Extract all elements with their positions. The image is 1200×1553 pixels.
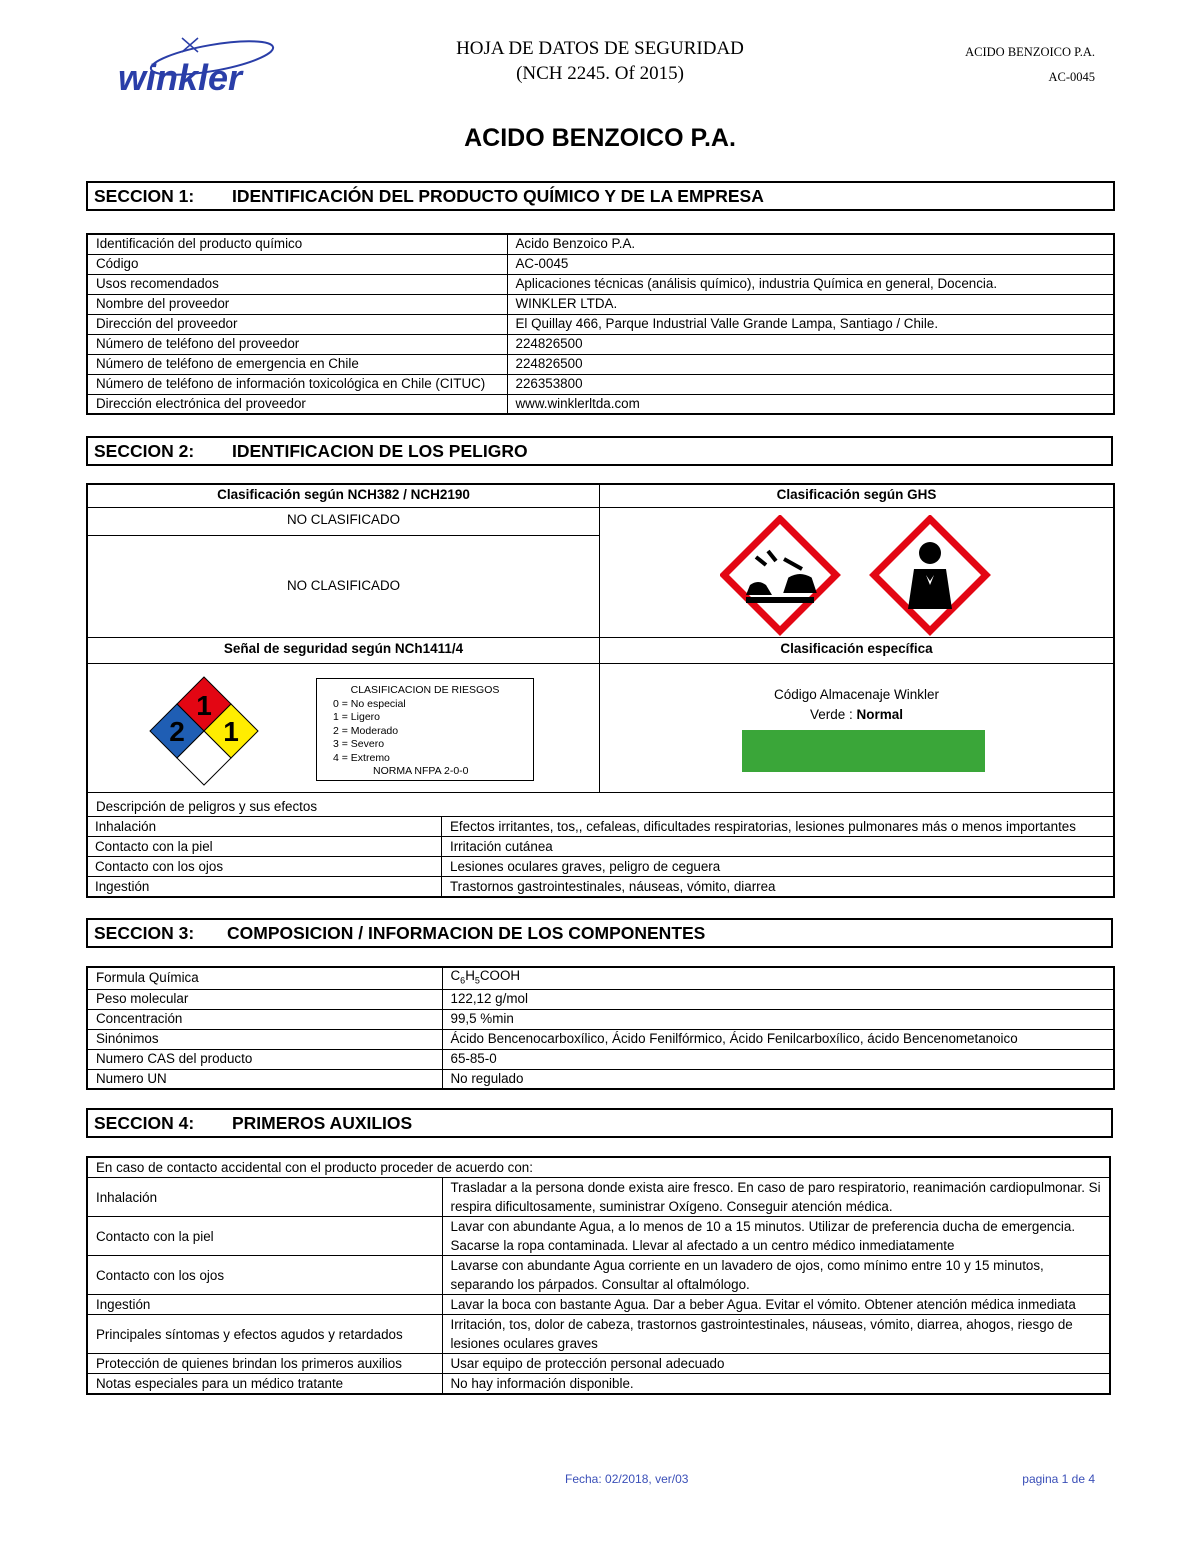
row-label: Contacto con los ojos	[87, 857, 442, 877]
row-value: WINKLER LTDA.	[507, 294, 1114, 314]
row-value: 99,5 %min	[442, 1009, 1114, 1029]
effects-header: Descripción de peligros y sus efectos	[96, 799, 318, 814]
row-value: Acido Benzoico P.A.	[507, 234, 1114, 254]
row-value: Ácido Bencenocarboxílico, Ácido Fenilfórmico, Ácido Fenilcarboxílico, ácido Bencenometanoico	[442, 1029, 1114, 1049]
row-label: Principales síntomas y efectos agudos y retardados	[87, 1315, 442, 1354]
table-row	[87, 1354, 1110, 1374]
table-row	[87, 989, 1114, 1009]
row-value: Lavar la boca con bastante Agua. Dar a beber Agua. Evitar el vómito. Obtener atención médica inmediata	[442, 1295, 1110, 1315]
section4-intro: En caso de contacto accidental con el producto proceder de acuerdo con:	[87, 1157, 1110, 1178]
section1-title: IDENTIFICACIÓN DEL PRODUCTO QUÍMICO Y DE LA EMPRESA	[232, 186, 764, 206]
section1-number: SECCION 1:	[94, 186, 195, 206]
risk-item: 1 = Ligero	[333, 711, 380, 723]
title-line2: (NCH 2245. Of 2015)	[516, 63, 684, 84]
row-label: Ingestión	[87, 1295, 442, 1315]
row-value: El Quillay 466, Parque Industrial Valle Grande Lampa, Santiago / Chile.	[507, 314, 1114, 334]
row-label: Inhalación	[87, 1178, 442, 1217]
table-row	[87, 1069, 1114, 1089]
row-value: Irritación, tos, dolor de cabeza, trastornos gastrointestinales, náuseas, vómito, diarrea, ahogos, riesgo de lesiones oculares graves	[442, 1315, 1110, 1354]
section2-bar	[86, 436, 1113, 466]
table-row	[87, 877, 1115, 897]
row-label: Contacto con los ojos	[87, 1256, 442, 1295]
row-value: 224826500	[507, 354, 1114, 374]
ghs-header: Clasificación según GHS	[776, 487, 937, 502]
risk-item: 4 = Extremo	[333, 751, 390, 764]
table-row	[87, 354, 1114, 374]
table-row	[87, 314, 1114, 334]
table-row	[87, 254, 1114, 274]
table-row	[87, 1009, 1114, 1029]
table-row	[87, 334, 1114, 354]
row-value: 65-85-0	[442, 1049, 1114, 1069]
nfpa-diamond	[148, 675, 260, 787]
document-title	[380, 36, 820, 86]
table-row	[87, 1029, 1114, 1049]
row-label: Protección de quienes brindan los primeros auxilios	[87, 1354, 442, 1374]
risk-norma: NORMA NFPA 2-0-0	[373, 765, 469, 777]
row-label: Ingestión	[87, 877, 442, 897]
risk-legend-title: CLASIFICACION DE RIESGOS	[350, 684, 500, 696]
row-label: Contacto con la piel	[87, 1217, 442, 1256]
table-row	[87, 294, 1114, 314]
nch-value1: NO CLASIFICADO	[286, 512, 401, 527]
chemical-formula: $C_6H_5COOH$	[442, 967, 1114, 989]
ghs-pictograms	[720, 515, 1010, 639]
header-product-info	[965, 40, 1095, 90]
specific-header: Clasificación específica	[780, 641, 933, 656]
section4-title: PRIMEROS AUXILIOS	[232, 1113, 413, 1133]
storage-info	[600, 685, 1113, 725]
row-value: Usar equipo de protección personal adecuado	[442, 1354, 1110, 1374]
row-value: 122,12 g/mol	[442, 989, 1114, 1009]
section2-title: IDENTIFICACION DE LOS PELIGRO	[232, 441, 528, 461]
table-row	[87, 967, 1114, 989]
title-line1: HOJA DE DATOS DE SEGURIDAD	[456, 38, 744, 59]
table-row	[87, 394, 1114, 414]
row-value: 224826500	[507, 334, 1114, 354]
row-label: Código	[87, 254, 507, 274]
section4-number: SECCION 4:	[94, 1113, 195, 1133]
storage-label: Código Almacenaje Winkler	[773, 687, 940, 702]
risk-item: 0 = No especial	[333, 697, 406, 710]
nch-header: Clasificación según NCH382 / NCH2190	[217, 487, 470, 502]
risk-item: 3 = Severo	[333, 738, 385, 750]
winkler-logo	[112, 30, 287, 102]
row-value: Lavarse con abundante Agua corriente en un lavadero de ojos, como mínimo entre 10 y 15 minutos, separando los párpados. Consultar al oftalmólogo.	[442, 1256, 1110, 1295]
row-label: Número de teléfono de información toxicológica en Chile (CITUC)	[87, 374, 507, 394]
section2-number: SECCION 2:	[94, 441, 195, 461]
table-row	[87, 1217, 1110, 1256]
table-row	[87, 1295, 1110, 1315]
table-row	[87, 1049, 1114, 1069]
row-label: Identificación del producto químico	[87, 234, 507, 254]
section3-number: SECCION 3:	[94, 923, 195, 943]
section2-box	[86, 483, 1115, 898]
row-value: www.winklerltda.com	[507, 394, 1114, 414]
table-row	[87, 1256, 1110, 1295]
row-label: Número de teléfono del proveedor	[87, 334, 507, 354]
row-label: Notas especiales para un médico tratante	[87, 1374, 442, 1395]
main-title: ACIDO BENZOICO P.A.	[464, 124, 736, 152]
table-row	[87, 274, 1114, 294]
table-row	[87, 1157, 1110, 1178]
table-row	[87, 1315, 1110, 1354]
storage-color-swatch	[742, 730, 985, 772]
row-label: Inhalación	[87, 817, 442, 837]
row-label: Concentración	[87, 1009, 442, 1029]
storage-prefix: Verde :	[809, 707, 857, 722]
row-label: Número de teléfono de emergencia en Chile	[87, 354, 507, 374]
row-label: Peso molecular	[87, 989, 442, 1009]
footer-page: pagina 1 de 4	[1022, 1472, 1095, 1486]
row-label: Numero CAS del producto	[87, 1049, 442, 1069]
footer-date: Fecha: 02/2018, ver/03	[565, 1472, 689, 1486]
table-row	[87, 837, 1115, 857]
risk-legend	[316, 678, 534, 781]
section1-table	[86, 233, 1115, 415]
logo-text: winkler	[118, 57, 243, 98]
row-value: 226353800	[507, 374, 1114, 394]
header-product: ACIDO BENZOICO P.A.	[965, 45, 1095, 59]
table-row	[87, 857, 1115, 877]
row-label: Dirección del proveedor	[87, 314, 507, 334]
row-label: Numero UN	[87, 1069, 442, 1089]
row-value: Lavar con abundante Agua, a lo menos de 10 a 15 minutos. Utilizar de preferencia ducha de emergencia. Sacarse la ropa contaminada. Llevar al afectado a un centro médico inmediatamente	[442, 1217, 1110, 1256]
row-value: Trastornos gastrointestinales, náuseas, vómito, diarrea	[442, 877, 1115, 897]
row-value: Lesiones oculares graves, peligro de ceguera	[442, 857, 1115, 877]
row-value: AC-0045	[507, 254, 1114, 274]
nch-value2: NO CLASIFICADO	[286, 578, 401, 593]
risk-item: 2 = Moderado	[333, 724, 399, 737]
table-row	[87, 1178, 1110, 1217]
row-label: Nombre del proveedor	[87, 294, 507, 314]
section3-table	[86, 966, 1115, 1090]
section4-table	[86, 1156, 1111, 1395]
section3-bar	[86, 918, 1113, 948]
health-hazard-icon	[874, 519, 986, 631]
signal-header: Señal de seguridad según NCh1411/4	[223, 641, 464, 656]
table-row	[87, 1374, 1110, 1395]
section3-title: COMPOSICION / INFORMACION DE LOS COMPONENTES	[227, 923, 706, 943]
row-label: Contacto con la piel	[87, 837, 442, 857]
row-value: No regulado	[442, 1069, 1114, 1089]
nfpa-flammability: 1	[196, 690, 212, 721]
storage-value: Normal	[856, 707, 904, 722]
row-label: Usos recomendados	[87, 274, 507, 294]
table-row	[87, 817, 1115, 837]
section1-bar	[86, 181, 1115, 211]
storage-line	[600, 705, 1113, 725]
nfpa-health: 2	[169, 716, 185, 747]
row-label: Formula Química	[87, 967, 442, 989]
table-row	[87, 374, 1114, 394]
row-value: Aplicaciones técnicas (análisis químico), industria Química en general, Docencia.	[507, 274, 1114, 294]
row-label: Sinónimos	[87, 1029, 442, 1049]
row-label: Dirección electrónica del proveedor	[87, 394, 507, 414]
corrosion-icon	[724, 519, 836, 631]
row-value: Efectos irritantes, tos,, cefaleas, dificultades respiratorias, lesiones pulmonares más o menos importantes	[442, 817, 1115, 837]
header-code: AC-0045	[1048, 70, 1095, 84]
section4-bar	[86, 1108, 1113, 1138]
table-row	[87, 234, 1114, 254]
row-value: Trasladar a la persona donde exista aire fresco. En caso de paro respiratorio, reanimación cardiopulmonar. Si respira dificultosamente, suministrar Oxígeno. Conseguir atención médica.	[442, 1178, 1110, 1217]
row-value: Irritación cutánea	[442, 837, 1115, 857]
row-value: No hay información disponible.	[442, 1374, 1110, 1395]
nfpa-reactivity: 1	[223, 716, 239, 747]
effects-table	[86, 816, 1115, 897]
